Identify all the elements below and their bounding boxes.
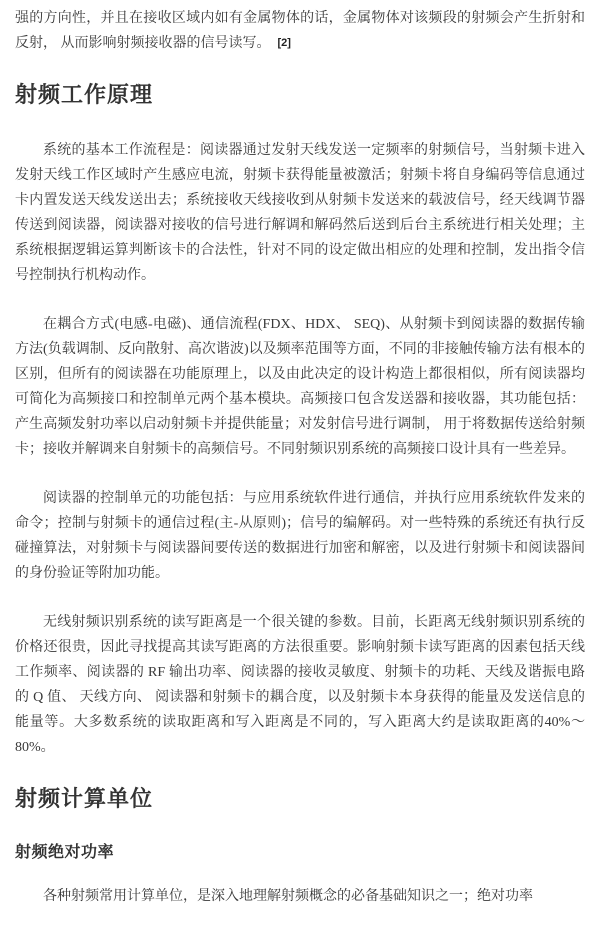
paragraph-system-workflow: 系统的基本工作流程是：阅读器通过发射天线发送一定频率的射频信号，当射频卡进入发射天线工作区域时产生感应电流，射频卡获得能量被激活；射频卡将自身编码等信息通过卡内置发送天线发送出去；系统接收天线接收到从射频卡发送来的载波信号，经天线调节器传送到阅读器，阅读器对接收的信号进行解调和解码然后送到后台主系统进行相关处理；主系统根据逻辑运算判断该卡的合法性，针对不同的设定做出相应的处理和控制，发出指令信号控制执行机构动作。 <box>15 143 585 283</box>
subheading-rf-absolute-power: 射频绝对功率 <box>15 844 115 861</box>
heading-rf-working-principle: 射频工作原理 <box>15 82 154 107</box>
paragraph-read-write-distance: 无线射频识别系统的读写距离是一个很关键的参数。目前，长距离无线射频识别系统的价格还很贵，因此寻找提高其读写距离的方法很重要。影响射频卡读写距离的因素包括天线工作频率、阅读器的 RF 输出功率、阅读器的接收灵敏度、射频卡的功耗、天线及谐振电路的 Q 值、 天线方向、 阅读器和射频卡的耦合度，以及射频卡本身获得的能量及发送信息的能量等。大多数系统的读取距离和写入距离是不同的，写入距离大约是读取距离的40%～80%。 <box>15 615 585 755</box>
continuation-paragraph <box>15 6 585 56</box>
continuation-text: 强的方向性，并且在接收区域内如有金属物体的话，金属物体对该频段的射频会产生折射和反射， 从而影响射频接收器的信号读写。 <box>15 11 585 51</box>
article-body <box>15 6 585 909</box>
paragraph-coupling-methods: 在耦合方式(电感-电磁)、通信流程(FDX、HDX、 SEQ)、从射频卡到阅读器的数据传输方法(负载调制、反向散射、高次谐波)以及频率范围等方面，不同的非接触传输方法有根本的区别，但所有的阅读器在功能原理上，以及由此决定的设计构造上都很相似，所有阅读器均可简化为高频接口和控制单元两个基本模块。高频接口包含发送器和接收器，其功能包括：产生高频发射功率以启动射频卡并提供能量；对发射信号进行调制， 用于将数据传送给射频卡；接收并解调来自射频卡的高频信号。不同射频识别系统的高频接口设计具有一些差异。 <box>15 317 585 457</box>
citation-marker[interactable]: [2] <box>277 37 291 49</box>
heading-rf-calculation-units: 射频计算单位 <box>15 786 154 811</box>
paragraph-control-unit: 阅读器的控制单元的功能包括：与应用系统软件进行通信，并执行应用系统软件发来的命令；控制与射频卡的通信过程(主-从原则)；信号的编解码。对一些特殊的系统还有执行反碰撞算法，对射频卡与阅读器间要传送的数据进行加密和解密，以及进行射频卡和阅读器间的身份验证等附加功能。 <box>15 491 585 581</box>
paragraph-calculation-units-intro: 各种射频常用计算单位，是深入地理解射频概念的必备基础知识之一；绝对功率 <box>43 889 533 904</box>
